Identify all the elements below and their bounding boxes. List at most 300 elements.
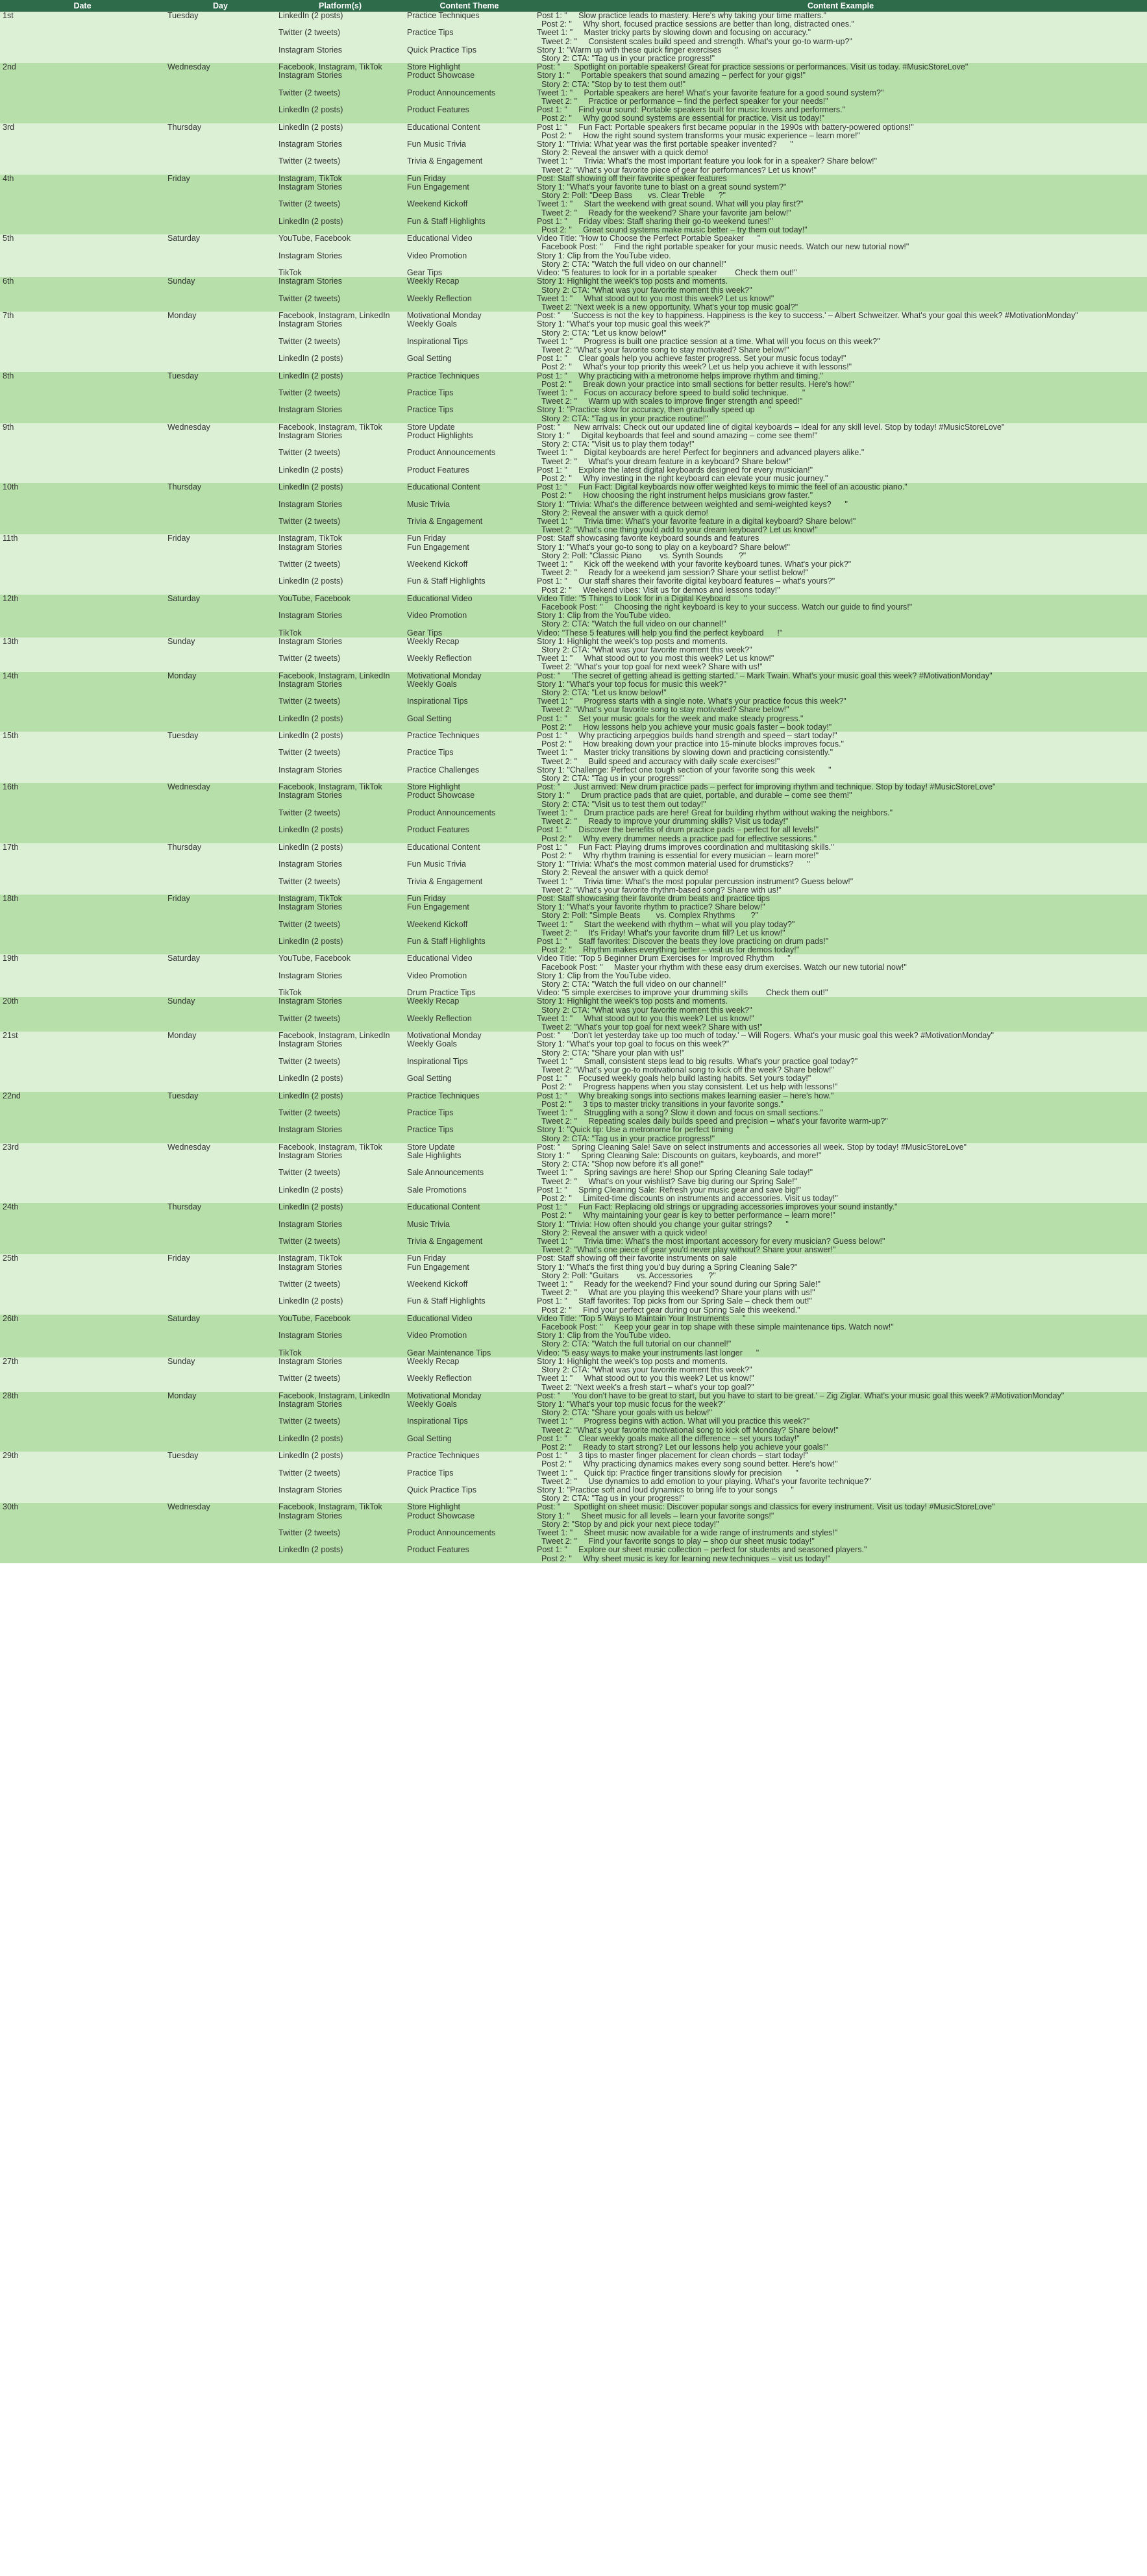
platform-cell: Instagram Stories [276, 972, 404, 989]
theme-cell: Music Trivia [404, 1220, 534, 1237]
date-cell: 14th [0, 672, 165, 732]
date-cell: 6th [0, 277, 165, 312]
example-cell: Tweet 1: " Trivia: What's the most important feature you look for in a speaker? Share below!" Tweet 2: "What's your favorite piece of gear for performances? Let us know!" [534, 157, 1147, 174]
theme-cell: Drum Practice Tips [404, 989, 534, 997]
table-row [0, 954, 1147, 971]
example-cell: Story 1: "Trivia: What year was the first portable speaker invented? " Story 2: Reveal the answer with a quick demo! [534, 140, 1147, 157]
example-cell: Story 1: Highlight the week's top posts and moments. Story 2: CTA: "What was your favorite moment this week?" [534, 277, 1147, 294]
date-cell: 1st [0, 12, 165, 63]
example-cell: Story 1: " Digital keyboards that feel and sound amazing – come see them!" Story 2: CTA: "Visit us to play them today!" [534, 432, 1147, 449]
example-cell: Story 1: Highlight the week's top posts and moments. Story 2: CTA: "What was your favorite moment this week?" [534, 997, 1147, 1014]
table-row [0, 638, 1147, 654]
theme-cell: Motivational Monday [404, 672, 534, 680]
platform-cell: LinkedIn (2 posts) [276, 123, 404, 140]
date-cell: 12th [0, 595, 165, 638]
theme-cell: Practice Techniques [404, 1452, 534, 1468]
day-cell: Friday [165, 534, 276, 594]
day-cell: Saturday [165, 954, 276, 997]
example-cell: Story 1: "What's your top focus for music this week?" Story 2: CTA: "Let us know below!" [534, 680, 1147, 697]
theme-cell: Store Highlight [404, 783, 534, 791]
theme-cell: Goal Setting [404, 715, 534, 732]
example-cell: Post: " 'You don't have to be great to start, but you have to start to be great.' – Zig Ziglar. What's your music goal this week? #MotivationMonday" [534, 1392, 1147, 1400]
platform-cell: Instagram Stories [276, 1357, 404, 1374]
example-cell: Post 1: " Explore our sheet music collection – perfect for students and seasoned players." Post 2: " Why sheet music is key for learning new techniques – visit us today!" [534, 1546, 1147, 1563]
example-cell: Post: " 'Success is not the key to happiness. Happiness is the key to success.' – Albert Schweitzer. What's your goal this week? #MotivationMonday" [534, 312, 1147, 320]
example-cell: Story 1: Highlight the week's top posts and moments. Story 2: CTA: "What was your favorite moment this week?" [534, 638, 1147, 654]
day-cell: Sunday [165, 1357, 276, 1392]
example-cell: Tweet 1: " Digital keyboards are here! Perfect for beginners and advanced players alike." Tweet 2: " What's your dream feature in a keyboard? Share below!" [534, 449, 1147, 465]
platform-cell: Facebook, Instagram, TikTok [276, 783, 404, 791]
example-cell: Post 1: " Why practicing with a metronome helps improve rhythm and timing." Post 2: " Break down your practice into small sections for better results. Here's how!" [534, 372, 1147, 389]
date-cell: 3rd [0, 123, 165, 175]
platform-cell: Twitter (2 tweets) [276, 1469, 404, 1486]
header-day: Day [165, 0, 276, 12]
example-cell: Story 1: "What's your top music focus for the week?" Story 2: CTA: "Share your goals with us below!" [534, 1400, 1147, 1417]
platform-cell: Instagram Stories [276, 140, 404, 157]
example-cell: Story 1: " Sheet music for all levels – learn your favorite songs!" Story 2: "Stop by and pick your next piece today!" [534, 1512, 1147, 1529]
example-cell: Post 1: " Fun Fact: Portable speakers first became popular in the 1990s with battery-powered options!" Post 2: " How the right sound system transforms your music experience – learn more!" [534, 123, 1147, 140]
platform-cell: Instagram Stories [276, 997, 404, 1014]
platform-cell: Twitter (2 tweets) [276, 89, 404, 106]
theme-cell: Weekly Recap [404, 1357, 534, 1374]
example-cell: Story 1: "Warm up with these quick finger exercises " Story 2: CTA: "Tag us in your practice progress!" [534, 46, 1147, 63]
example-cell: Story 1: "What's your top goal to focus on this week?" Story 2: CTA: "Share your plan with us!" [534, 1040, 1147, 1057]
theme-cell: Video Promotion [404, 612, 534, 628]
date-cell: 5th [0, 234, 165, 277]
example-cell: Story 1: " Spring Cleaning Sale: Discounts on guitars, keyboards, and more!" Story 2: CTA: "Shop now before it's all gone!" [534, 1152, 1147, 1169]
theme-cell: Weekly Reflection [404, 1374, 534, 1391]
day-cell: Sunday [165, 277, 276, 312]
theme-cell: Goal Setting [404, 354, 534, 371]
theme-cell: Practice Techniques [404, 732, 534, 749]
example-cell: Post 1: " Clear weekly goals make all the difference – set yours today!" Post 2: " Ready to start strong? Let our lessons help you achieve your goals!" [534, 1435, 1147, 1452]
platform-cell: Instagram Stories [276, 277, 404, 294]
platform-cell: Twitter (2 tweets) [276, 29, 404, 45]
example-cell: Tweet 1: " Portable speakers are here! What's your favorite feature for a good sound system?" Tweet 2: " Practice or performance – find the perfect speaker for your needs!" [534, 89, 1147, 106]
date-cell: 22nd [0, 1092, 165, 1143]
example-cell: Post: Staff showing off their favorite instruments on sale [534, 1254, 1147, 1263]
platform-cell: LinkedIn (2 posts) [276, 715, 404, 732]
table-row [0, 732, 1147, 749]
theme-cell: Fun Friday [404, 895, 534, 903]
platform-cell: Twitter (2 tweets) [276, 1015, 404, 1032]
platform-cell: Twitter (2 tweets) [276, 809, 404, 826]
platform-cell: Facebook, Instagram, LinkedIn [276, 672, 404, 680]
example-cell: Story 1: "What's your favorite tune to blast on a great sound system?" Story 2: Poll: "Deep Bass vs. Clear Treble ?" [534, 183, 1147, 200]
table-row [0, 843, 1147, 860]
theme-cell: Educational Content [404, 483, 534, 500]
example-cell: Video Title: "How to Choose the Perfect Portable Speaker " Facebook Post: " Find the right portable speaker for your music needs. Watch our new tutorial now!" [534, 234, 1147, 251]
platform-cell: YouTube, Facebook [276, 234, 404, 251]
platform-cell: YouTube, Facebook [276, 1315, 404, 1331]
date-cell: 15th [0, 732, 165, 783]
platform-cell: YouTube, Facebook [276, 954, 404, 971]
example-cell: Post: " New arrivals: Check out our updated line of digital keyboards – ideal for any skill level. Stop by today! #MusicStoreLove" [534, 423, 1147, 432]
theme-cell: Goal Setting [404, 1435, 534, 1452]
table-row [0, 534, 1147, 543]
platform-cell: Instagram Stories [276, 320, 404, 337]
platform-cell: Instagram Stories [276, 638, 404, 654]
table-row [0, 1392, 1147, 1400]
example-cell: Tweet 1: " Drum practice pads are here! Great for building rhythm without waking the neighbors." Tweet 2: " Ready to improve your drumming skills? Visit us today!" [534, 809, 1147, 826]
example-cell: Post 1: " Why breaking songs into sections makes learning easier – here's how." Post 2: " 3 tips to master tricky transitions in your favorite songs." [534, 1092, 1147, 1109]
platform-cell: LinkedIn (2 posts) [276, 937, 404, 954]
platform-cell: LinkedIn (2 posts) [276, 483, 404, 500]
theme-cell: Practice Tips [404, 406, 534, 423]
day-cell: Wednesday [165, 1143, 276, 1203]
example-cell: Post 1: " Focused weekly goals help build lasting habits. Set yours today!" Post 2: " Progress happens when you stay consistent. Let us help with lessons!" [534, 1074, 1147, 1091]
date-cell: 23rd [0, 1143, 165, 1203]
theme-cell: Product Announcements [404, 1529, 534, 1546]
platform-cell: Twitter (2 tweets) [276, 517, 404, 534]
example-cell: Post 1: " Fun Fact: Playing drums improves coordination and multitasking skills." Post 2: " Why rhythm training is essential for every musician – learn more!" [534, 843, 1147, 860]
platform-cell: Instagram Stories [276, 71, 404, 88]
platform-cell: Facebook, Instagram, TikTok [276, 63, 404, 71]
platform-cell: Twitter (2 tweets) [276, 1109, 404, 1126]
example-cell: Tweet 1: " Start the weekend with great sound. What will you play first?" Tweet 2: " Ready for the weekend? Share your favorite jam below!" [534, 200, 1147, 217]
example-cell: Tweet 1: " Kick off the weekend with your favorite keyboard tunes. What's your pick?" Tweet 2: " Ready for a weekend jam session? Share your setlist below!" [534, 560, 1147, 577]
table-row [0, 1503, 1147, 1511]
theme-cell: Practice Techniques [404, 1092, 534, 1109]
theme-cell: Fun & Staff Highlights [404, 1297, 534, 1314]
theme-cell: Weekend Kickoff [404, 560, 534, 577]
platform-cell: Instagram Stories [276, 1512, 404, 1529]
example-cell: Story 1: Clip from the YouTube video. Story 2: CTA: "Watch the full video on our channel!" [534, 252, 1147, 269]
theme-cell: Video Promotion [404, 972, 534, 989]
theme-cell: Product Highlights [404, 432, 534, 449]
header-content-theme: Content Theme [404, 0, 534, 12]
platform-cell: Twitter (2 tweets) [276, 1529, 404, 1546]
theme-cell: Product Announcements [404, 449, 534, 465]
date-cell: 29th [0, 1452, 165, 1503]
day-cell: Wednesday [165, 783, 276, 843]
table-row [0, 372, 1147, 389]
example-cell: Post: " Just arrived: New drum practice pads – perfect for improving rhythm and technique. Stop by today! #MusicStoreLove" [534, 783, 1147, 791]
example-cell: Story 1: "Practice soft and loud dynamics to bring life to your songs " Story 2: CTA: "Tag us in your progress!" [534, 1486, 1147, 1503]
theme-cell: Weekly Recap [404, 277, 534, 294]
theme-cell: Fun Friday [404, 1254, 534, 1263]
example-cell: Post 1: " Explore the latest digital keyboards designed for every musician!" Post 2: " Why investing in the right keyboard can elevate your music journey." [534, 466, 1147, 483]
example-cell: Story 1: "Quick tip: Use a metronome for perfect timing " Story 2: CTA: "Tag us in your practice progress!" [534, 1126, 1147, 1143]
theme-cell: Weekend Kickoff [404, 1280, 534, 1297]
platform-cell: Twitter (2 tweets) [276, 449, 404, 465]
theme-cell: Practice Techniques [404, 372, 534, 389]
date-cell: 20th [0, 997, 165, 1032]
theme-cell: Weekly Goals [404, 320, 534, 337]
theme-cell: Product Features [404, 466, 534, 483]
day-cell: Monday [165, 1032, 276, 1091]
platform-cell: Instagram Stories [276, 432, 404, 449]
platform-cell: LinkedIn (2 posts) [276, 12, 404, 29]
theme-cell: Gear Tips [404, 629, 534, 638]
platform-cell: Twitter (2 tweets) [276, 1237, 404, 1254]
platform-cell: LinkedIn (2 posts) [276, 1297, 404, 1314]
example-cell: Tweet 1: " What stood out to you this week? Let us know!" Tweet 2: "Next week's a fresh start – what's your top goal?" [534, 1374, 1147, 1391]
table-row [0, 1092, 1147, 1109]
table-row [0, 123, 1147, 140]
theme-cell: Music Trivia [404, 501, 534, 517]
platform-cell: LinkedIn (2 posts) [276, 466, 404, 483]
platform-cell: Facebook, Instagram, TikTok [276, 1503, 404, 1511]
theme-cell: Educational Content [404, 843, 534, 860]
example-cell: Video Title: "Top 5 Ways to Maintain Your Instruments " Facebook Post: " Keep your gear in top shape with these simple maintenance tips. Watch now!" [534, 1315, 1147, 1331]
theme-cell: Weekly Reflection [404, 295, 534, 312]
platform-cell: Facebook, Instagram, LinkedIn [276, 1392, 404, 1400]
theme-cell: Practice Challenges [404, 766, 534, 783]
example-cell: Video Title: "5 Things to Look for in a Digital Keyboard " Facebook Post: " Choosing the right keyboard is key to your success. Watch our guide to find yours!" [534, 595, 1147, 612]
example-cell: Post 1: " Find your sound: Portable speakers built for music lovers and performers." Post 2: " Why good sound systems are essential for practice. Visit us today!" [534, 106, 1147, 123]
example-cell: Video: "5 easy ways to make your instruments last longer " [534, 1349, 1147, 1357]
platform-cell: Instagram Stories [276, 791, 404, 808]
theme-cell: Sale Announcements [404, 1169, 534, 1185]
platform-cell: Twitter (2 tweets) [276, 749, 404, 765]
platform-cell: Twitter (2 tweets) [276, 389, 404, 406]
example-cell: Post: " Spring Cleaning Sale! Save on select instruments and accessories all week. Stop by today! #MusicStoreLove" [534, 1143, 1147, 1152]
platform-cell: Facebook, Instagram, TikTok [276, 1143, 404, 1152]
day-cell: Wednesday [165, 1503, 276, 1563]
date-cell: 24th [0, 1203, 165, 1254]
theme-cell: Fun Engagement [404, 903, 534, 920]
example-cell: Story 1: " Portable speakers that sound amazing – perfect for your gigs!" Story 2: CTA: "Stop by to test them out!" [534, 71, 1147, 88]
date-cell: 2nd [0, 63, 165, 123]
example-cell: Tweet 1: " Progress starts with a single note. What's your practice focus this week?" Tweet 2: "What's your favorite song to stay motivated? Share below!" [534, 697, 1147, 714]
example-cell: Tweet 1: " Small, consistent steps lead to big results. What's your practice goal today?" Tweet 2: "What's your go-to motivational song to kick off the week? Share below!" [534, 1058, 1147, 1074]
theme-cell: Weekend Kickoff [404, 200, 534, 217]
platform-cell: Instagram Stories [276, 1126, 404, 1143]
theme-cell: Inspirational Tips [404, 697, 534, 714]
theme-cell: Store Highlight [404, 1503, 534, 1511]
date-cell: 8th [0, 372, 165, 423]
theme-cell: Trivia & Engagement [404, 878, 534, 895]
platform-cell: Instagram Stories [276, 1220, 404, 1237]
platform-cell: LinkedIn (2 posts) [276, 1092, 404, 1109]
theme-cell: Practice Techniques [404, 12, 534, 29]
platform-cell: Instagram Stories [276, 183, 404, 200]
example-cell: Post 1: " Friday vibes: Staff sharing their go-to weekend tunes!" Post 2: " Great sound systems make music better – try them out today!" [534, 217, 1147, 234]
example-cell: Story 1: "Challenge: Perfect one tough section of your favorite song this week " Story 2: CTA: "Tag us in your progress!" [534, 766, 1147, 783]
date-cell: 18th [0, 895, 165, 954]
platform-cell: LinkedIn (2 posts) [276, 106, 404, 123]
example-cell: Post 1: " Staff favorites: Discover the beats they love practicing on drum pads!" Post 2: " Rhythm makes everything better – visit us for demos today!" [534, 937, 1147, 954]
platform-cell: Twitter (2 tweets) [276, 654, 404, 671]
day-cell: Monday [165, 1392, 276, 1452]
platform-cell: Twitter (2 tweets) [276, 157, 404, 174]
example-cell: Story 1: "Trivia: What's the difference between weighted and semi-weighted keys? " Story 2: Reveal the answer with a quick demo! [534, 501, 1147, 517]
example-cell: Post 1: " Why practicing arpeggios builds hand strength and speed – start today!" Post 2: " How breaking down your practice into 15-minute blocks improves focus." [534, 732, 1147, 749]
example-cell: Tweet 1: " Master tricky transitions by slowing down and practicing consistently." Tweet 2: " Build speed and accuracy with daily scale exercises!" [534, 749, 1147, 765]
platform-cell: Instagram Stories [276, 406, 404, 423]
platform-cell: LinkedIn (2 posts) [276, 1074, 404, 1091]
example-cell: Story 1: Clip from the YouTube video. Story 2: CTA: "Watch the full video on our channel!" [534, 972, 1147, 989]
theme-cell: Motivational Monday [404, 1392, 534, 1400]
table-row [0, 1357, 1147, 1374]
date-cell: 27th [0, 1357, 165, 1392]
example-cell: Tweet 1: " What stood out to you most this week? Let us know!" Tweet 2: "What's your top goal for next week? Share with us!" [534, 654, 1147, 671]
example-cell: Post: " 'The secret of getting ahead is getting started.' – Mark Twain. What's your music goal this week? #MotivationMonday" [534, 672, 1147, 680]
platform-cell: Twitter (2 tweets) [276, 1280, 404, 1297]
example-cell: Story 1: Highlight the week's top posts and moments. Story 2: CTA: "What was your favorite moment this week?" [534, 1357, 1147, 1374]
platform-cell: Twitter (2 tweets) [276, 697, 404, 714]
theme-cell: Fun Engagement [404, 183, 534, 200]
platform-cell: Twitter (2 tweets) [276, 200, 404, 217]
theme-cell: Educational Video [404, 1315, 534, 1331]
platform-cell: Instagram Stories [276, 860, 404, 877]
table-row [0, 483, 1147, 500]
theme-cell: Trivia & Engagement [404, 157, 534, 174]
theme-cell: Fun Friday [404, 175, 534, 183]
platform-cell: LinkedIn (2 posts) [276, 843, 404, 860]
header-date: Date [0, 0, 165, 12]
table-row [0, 997, 1147, 1014]
platform-cell: YouTube, Facebook [276, 595, 404, 612]
table-row [0, 234, 1147, 251]
calendar-body [0, 12, 1147, 1563]
example-cell: Tweet 1: " Ready for the weekend? Find your sound during our Spring Sale!" Tweet 2: " What are you playing this weekend? Share your plans with us!" [534, 1280, 1147, 1297]
platform-cell: TikTok [276, 1349, 404, 1357]
example-cell: Post 1: " Set your music goals for the week and make steady progress." Post 2: " How lessons help you achieve your music goals faster – book today!" [534, 715, 1147, 732]
day-cell: Saturday [165, 1315, 276, 1357]
day-cell: Thursday [165, 483, 276, 534]
example-cell: Tweet 1: " Trivia time: What's the most important accessory for every musician? Guess below!" Tweet 2: "What's one piece of gear you'd never play without? Share your answer!" [534, 1237, 1147, 1254]
table-row [0, 595, 1147, 612]
platform-cell: Instagram Stories [276, 680, 404, 697]
theme-cell: Weekly Recap [404, 997, 534, 1014]
theme-cell: Fun Music Trivia [404, 860, 534, 877]
platform-cell: Instagram Stories [276, 1263, 404, 1280]
header-platforms: Platform(s) [276, 0, 404, 12]
platform-cell: Facebook, Instagram, LinkedIn [276, 1032, 404, 1040]
theme-cell: Inspirational Tips [404, 338, 534, 354]
platform-cell: Instagram Stories [276, 1486, 404, 1503]
theme-cell: Practice Tips [404, 1126, 534, 1143]
day-cell: Friday [165, 895, 276, 954]
example-cell: Post: " Spotlight on portable speakers! Great for practice sessions or performances. Visit us today. #MusicStoreLove" [534, 63, 1147, 71]
theme-cell: Inspirational Tips [404, 1417, 534, 1434]
platform-cell: LinkedIn (2 posts) [276, 354, 404, 371]
platform-cell: Instagram Stories [276, 766, 404, 783]
date-cell: 10th [0, 483, 165, 534]
example-cell: Tweet 1: " What stood out to you most this week? Let us know!" Tweet 2: "Next week is a new opportunity. What's your top music goal?" [534, 295, 1147, 312]
theme-cell: Weekly Reflection [404, 654, 534, 671]
example-cell: Post 1: " Slow practice leads to mastery. Here's why taking your time matters." Post 2: " Why short, focused practice sessions are better than long, distracted ones." [534, 12, 1147, 29]
theme-cell: Weekend Kickoff [404, 921, 534, 937]
theme-cell: Quick Practice Tips [404, 46, 534, 63]
theme-cell: Practice Tips [404, 1109, 534, 1126]
theme-cell: Quick Practice Tips [404, 1486, 534, 1503]
theme-cell: Product Announcements [404, 89, 534, 106]
day-cell: Sunday [165, 638, 276, 672]
example-cell: Tweet 1: " Trivia time: What's your favorite feature in a digital keyboard? Share below!" Tweet 2: "What's one thing you'd add to your dream keyboard? Let us know!" [534, 517, 1147, 534]
platform-cell: Twitter (2 tweets) [276, 921, 404, 937]
platform-cell: Instagram, TikTok [276, 534, 404, 543]
theme-cell: Fun Engagement [404, 1263, 534, 1280]
example-cell: Story 1: "What's your favorite rhythm to practice? Share below!" Story 2: Poll: "Simple Beats vs. Complex Rhythms ?" [534, 903, 1147, 920]
theme-cell: Educational Video [404, 954, 534, 971]
example-cell: Post: " Spotlight on sheet music: Discover popular songs and classics for every instrument. Visit us today! #MusicStoreLove" [534, 1503, 1147, 1511]
theme-cell: Weekly Reflection [404, 1015, 534, 1032]
platform-cell: LinkedIn (2 posts) [276, 217, 404, 234]
table-row [0, 672, 1147, 680]
theme-cell: Product Features [404, 106, 534, 123]
platform-cell: Instagram Stories [276, 501, 404, 517]
platform-cell: Instagram Stories [276, 543, 404, 560]
date-cell: 30th [0, 1503, 165, 1563]
example-cell: Post: Staff showcasing their favorite drum beats and practice tips [534, 895, 1147, 903]
theme-cell: Gear Maintenance Tips [404, 1349, 534, 1357]
theme-cell: Fun & Staff Highlights [404, 217, 534, 234]
theme-cell: Store Highlight [404, 63, 534, 71]
table-row [0, 277, 1147, 294]
day-cell: Monday [165, 672, 276, 732]
date-cell: 21st [0, 1032, 165, 1091]
example-cell: Post: Staff showcasing favorite keyboard sounds and features [534, 534, 1147, 543]
date-cell: 17th [0, 843, 165, 895]
theme-cell: Motivational Monday [404, 312, 534, 320]
day-cell: Saturday [165, 234, 276, 277]
theme-cell: Fun Engagement [404, 543, 534, 560]
theme-cell: Fun Friday [404, 534, 534, 543]
example-cell: Post 1: " Discover the benefits of drum practice pads – perfect for all levels!" Post 2: " Why every drummer needs a practice pad for effective sessions." [534, 826, 1147, 843]
example-cell: Video: "These 5 features will help you find the perfect keyboard !" [534, 629, 1147, 638]
example-cell: Tweet 1: " Quick tip: Practice finger transitions slowly for precision " Tweet 2: " Use dynamics to add emotion to your playing. What's your favorite technique?" [534, 1469, 1147, 1486]
day-cell: Thursday [165, 123, 276, 175]
example-cell: Tweet 1: " Trivia time: What's the most popular percussion instrument? Guess below!" Tweet 2: "What's your favorite rhythm-based song? Share with us!" [534, 878, 1147, 895]
example-cell: Video Title: "Top 5 Beginner Drum Exercises for Improved Rhythm " Facebook Post: " Master your rhythm with these easy drum exercises. Watch our new tutorial now!" [534, 954, 1147, 971]
platform-cell: LinkedIn (2 posts) [276, 1186, 404, 1203]
theme-cell: Goal Setting [404, 1074, 534, 1091]
example-cell: Story 1: "What's your top music goal this week?" Story 2: CTA: "Let us know below!" [534, 320, 1147, 337]
example-cell: Story 1: "What's the first thing you'd buy during a Spring Cleaning Sale?" Story 2: Poll: "Guitars vs. Accessories ?" [534, 1263, 1147, 1280]
theme-cell: Weekly Goals [404, 1040, 534, 1057]
platform-cell: LinkedIn (2 posts) [276, 826, 404, 843]
theme-cell: Product Announcements [404, 809, 534, 826]
table-row [0, 1452, 1147, 1468]
platform-cell: TikTok [276, 989, 404, 997]
theme-cell: Weekly Goals [404, 1400, 534, 1417]
theme-cell: Video Promotion [404, 252, 534, 269]
platform-cell: LinkedIn (2 posts) [276, 1546, 404, 1563]
date-cell: 13th [0, 638, 165, 672]
day-cell: Friday [165, 1254, 276, 1314]
theme-cell: Weekly Goals [404, 680, 534, 697]
theme-cell: Educational Content [404, 123, 534, 140]
theme-cell: Practice Tips [404, 1469, 534, 1486]
platform-cell: Instagram Stories [276, 1152, 404, 1169]
example-cell: Post 1: " Fun Fact: Digital keyboards now offer weighted keys to mimic the feel of an acoustic piano." Post 2: " How choosing the right instrument helps musicians grow faster." [534, 483, 1147, 500]
theme-cell: Weekly Recap [404, 638, 534, 654]
theme-cell: Practice Tips [404, 389, 534, 406]
platform-cell: Facebook, Instagram, LinkedIn [276, 312, 404, 320]
example-cell: Video: "5 features to look for in a portable speaker Check them out!" [534, 269, 1147, 277]
theme-cell: Product Showcase [404, 71, 534, 88]
theme-cell: Video Promotion [404, 1331, 534, 1348]
platform-cell: LinkedIn (2 posts) [276, 732, 404, 749]
date-cell: 16th [0, 783, 165, 843]
example-cell: Story 1: " Drum practice pads that are quiet, portable, and durable – come see them!" Story 2: CTA: "Visit us to test them out today!" [534, 791, 1147, 808]
platform-cell: Twitter (2 tweets) [276, 1374, 404, 1391]
platform-cell: Twitter (2 tweets) [276, 878, 404, 895]
example-cell: Video: "5 simple exercises to improve your drumming skills Check them out!" [534, 989, 1147, 997]
theme-cell: Product Features [404, 1546, 534, 1563]
day-cell: Friday [165, 175, 276, 234]
platform-cell: TikTok [276, 629, 404, 638]
theme-cell: Inspirational Tips [404, 1058, 534, 1074]
example-cell: Post 1: " 3 tips to master finger placement for clean chords – start today!" Post 2: " Why practicing dynamics makes every song sound better. Here's how!" [534, 1452, 1147, 1468]
platform-cell: LinkedIn (2 posts) [276, 1435, 404, 1452]
example-cell: Tweet 1: " Spring savings are here! Shop our Spring Cleaning Sale today!" Tweet 2: " What's on your wishlist? Save big during our Spring Sale!" [534, 1169, 1147, 1185]
theme-cell: Practice Tips [404, 749, 534, 765]
theme-cell: Sale Promotions [404, 1186, 534, 1203]
